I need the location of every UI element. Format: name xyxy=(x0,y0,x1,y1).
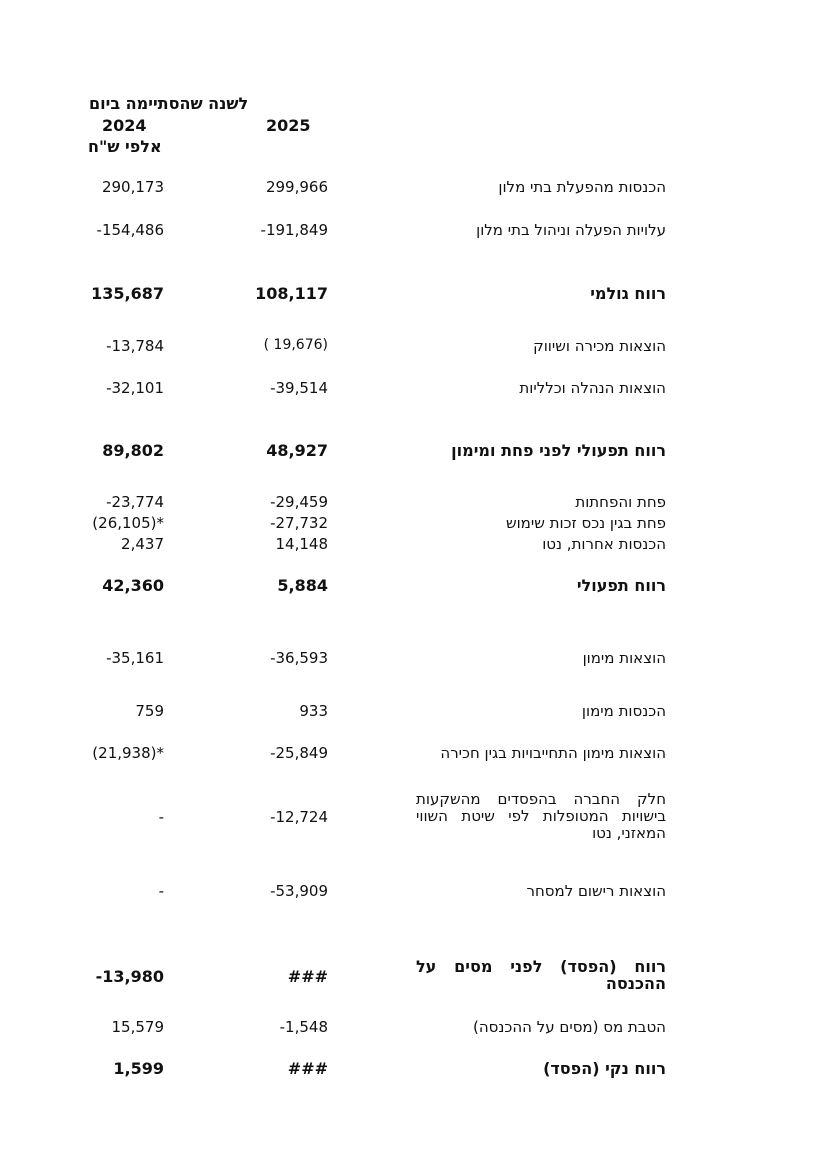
value-2025: -1,548 xyxy=(279,1018,328,1036)
period-header: לשנה שהסתיימה ביום xyxy=(89,94,249,113)
row-label: רווח תפעולי xyxy=(576,576,666,595)
value-2025: -39,514 xyxy=(270,379,328,397)
value-2024: 42,360 xyxy=(102,576,164,595)
value-2024: -35,161 xyxy=(106,649,164,667)
row-label: הכנסות מימון xyxy=(581,702,666,720)
value-2024: 1,599 xyxy=(113,1059,164,1078)
row-label: הוצאות רישום למסחר xyxy=(526,882,666,900)
value-2024: (21,938)* xyxy=(92,744,164,762)
value-2025: 48,927 xyxy=(266,441,328,460)
value-2024: -13,784 xyxy=(106,337,164,355)
value-2025: -191,849 xyxy=(260,221,328,239)
row-label: הוצאות מימון xyxy=(582,649,666,667)
value-2025: ### xyxy=(287,967,328,986)
row-label: הוצאות מכירה ושיווק xyxy=(533,337,666,355)
row-label: הכנסות מהפעלת בתי מלון xyxy=(498,178,666,196)
value-2024: 290,173 xyxy=(101,178,164,196)
value-2024: 2,437 xyxy=(121,535,164,553)
value-2025: -25,849 xyxy=(270,744,328,762)
value-2024: -32,101 xyxy=(106,379,164,397)
value-2024: 135,687 xyxy=(91,284,164,303)
value-2024: 15,579 xyxy=(111,1018,164,1036)
value-2025: 5,884 xyxy=(277,576,328,595)
row-label: רווח נקי (הפסד) xyxy=(543,1059,666,1078)
row-label: רווח תפעולי לפני פחת ומימון xyxy=(451,441,666,460)
value-2024: -154,486 xyxy=(96,221,164,239)
year-2024-header: 2024 xyxy=(102,116,147,135)
value-2025: -53,909 xyxy=(270,882,328,900)
value-2025: 108,117 xyxy=(255,284,328,303)
value-2024: - xyxy=(158,808,164,826)
row-label: הוצאות מימון התחייבויות בגין חכירה xyxy=(440,744,666,762)
row-label: פחת והפחתות xyxy=(575,493,666,511)
value-2024: -23,774 xyxy=(106,493,164,511)
value-2025: 933 xyxy=(299,702,328,720)
value-2025: -12,724 xyxy=(270,808,328,826)
unit-header: אלפי ש"ח xyxy=(88,137,162,156)
value-2024: 759 xyxy=(135,702,164,720)
value-2025: 299,966 xyxy=(265,178,328,196)
value-2024: - xyxy=(158,882,164,900)
row-label: רווח גולמי xyxy=(590,284,666,303)
row-label: הכנסות אחרות, נטו xyxy=(542,535,666,553)
row-label: עלויות הפעלה וניהול בתי מלון xyxy=(476,221,666,239)
row-label: הוצאות הנהלה וכלליות xyxy=(519,379,666,397)
value-2025: ### xyxy=(287,1059,328,1078)
value-2025: 14,148 xyxy=(275,535,328,553)
row-label: פחת בגין נכס זכות שימוש xyxy=(505,514,666,532)
value-2024: (26,105)* xyxy=(92,514,164,532)
value-2025: -29,459 xyxy=(270,493,328,511)
value-2024: 89,802 xyxy=(102,441,164,460)
year-2025-header: 2025 xyxy=(266,116,311,135)
row-label: הטבת מס (מסים על ההכנסה) xyxy=(473,1018,666,1036)
value-2025: -27,732 xyxy=(270,514,328,532)
value-2025: ( 19,676) xyxy=(263,337,328,353)
row-label: רווח (הפסד) לפני מסים על ההכנסה xyxy=(416,957,666,993)
value-2025: -36,593 xyxy=(270,649,328,667)
value-2024: -13,980 xyxy=(95,967,164,986)
row-label: חלק החברה בהפסדים מהשקעות בישויות המטופלות לפי שיטת השווי המאזני, נטו xyxy=(416,790,666,842)
